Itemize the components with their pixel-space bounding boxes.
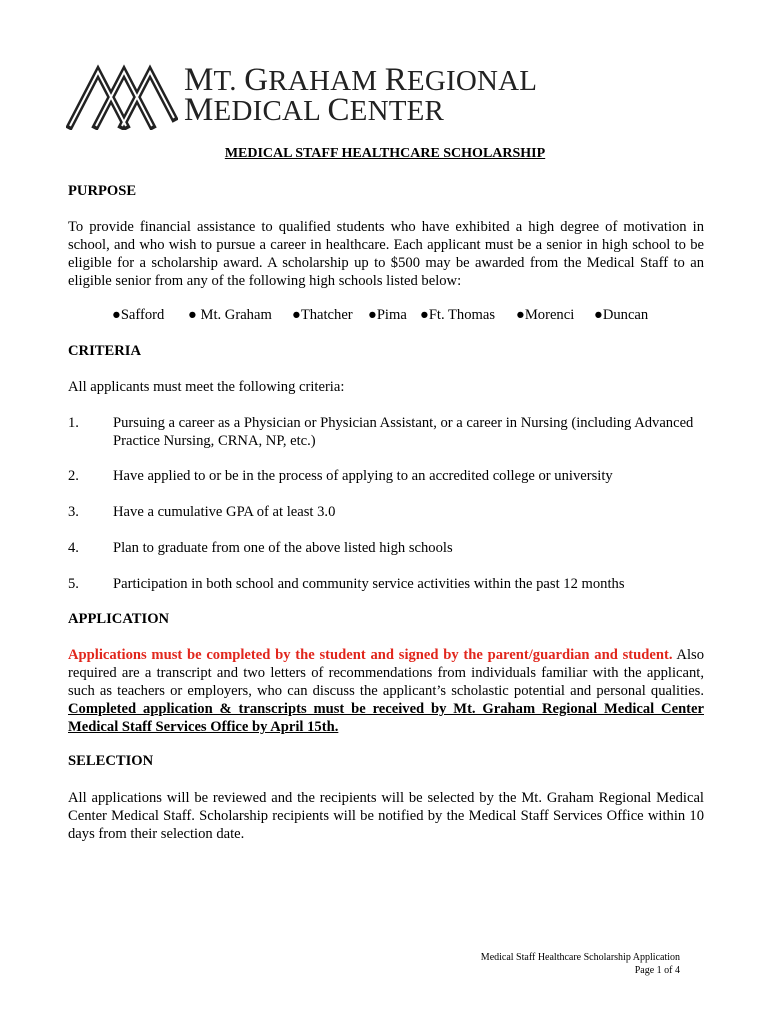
school-item: ●Safford [112, 307, 165, 323]
application-requirements-text: Also required are a transcript and two letters of recommendations from individuals familiar with the applicant, such as teachers or employers, who can discuss the applicant’s scholastic potential and personal qualities. [68, 647, 704, 699]
document-title: MEDICAL STAFF HEALTHCARE SCHOLARSHIP [224, 146, 546, 161]
page-footer [481, 951, 680, 977]
criteria-item-number: 2. [68, 468, 79, 484]
school-item: ●Thatcher [292, 307, 353, 323]
school-item: ● Mt. Graham [188, 307, 272, 323]
criteria-item-number: 1. [68, 415, 79, 431]
school-list [112, 307, 712, 324]
school-item: ●Duncan [594, 307, 649, 323]
criteria-item-text: Have applied to or be in the process of applying to an accredited college or university [113, 468, 613, 484]
logo-wordmark [184, 62, 538, 128]
footer-page-number: Page 1 of 4 [634, 965, 680, 976]
footer-document-name: Medical Staff Healthcare Scholarship Application [480, 952, 680, 963]
school-item: ●Morenci [516, 307, 575, 323]
criteria-item-number: 4. [68, 540, 79, 556]
school-item: ●Ft. Thomas [420, 307, 496, 323]
criteria-item-text: Plan to graduate from one of the above listed high schools [113, 540, 453, 556]
criteria-item-text: Have a cumulative GPA of at least 3.0 [113, 504, 336, 520]
logo-line-1: MT. GRAHAM REGIONAL [184, 62, 538, 98]
application-deadline-notice: Completed application & transcripts must be received by Mt. Graham Regional Medical Center Medical Staff Services Office by April 15th. [68, 701, 704, 735]
hospital-logo [66, 62, 538, 130]
application-required-notice: Applications must be completed by the student and signed by the parent/guardian and student. [68, 647, 673, 663]
school-item: ●Pima [368, 307, 407, 323]
application-heading: APPLICATION [68, 611, 170, 627]
selection-body: All applications will be reviewed and the recipients will be selected by the Mt. Graham Regional Medical Center Medical Staff. Scholarship recipients will be notified by the Medical Staff Services Office within 10 days from their selection date. [68, 790, 704, 842]
criteria-intro: All applicants must meet the following criteria: [68, 379, 345, 395]
application-body [68, 646, 704, 736]
purpose-body: To provide financial assistance to qualified students who have exhibited a high degree of motivation in school, and who wish to pursue a career in healthcare. Each applicant must be a senior in high school to be eligible for a scholarship award. A scholarship up to $500 may be awarded from the Medical Staff to an eligible senior from any of the following high schools listed below: [68, 219, 704, 289]
purpose-heading: PURPOSE [68, 183, 137, 199]
criteria-item-text: Pursuing a career as a Physician or Physician Assistant, or a career in Nursing (including Advanced Practice Nursing, CRNA, NP, etc.) [113, 415, 694, 449]
logo-line-2: MEDICAL CENTER [184, 92, 445, 128]
logo-mark-icon [66, 64, 178, 130]
selection-heading: SELECTION [68, 753, 154, 769]
criteria-item-number: 3. [68, 504, 79, 520]
criteria-item-number: 5. [68, 576, 79, 592]
criteria-heading: CRITERIA [68, 343, 141, 359]
criteria-item-text: Participation in both school and community service activities within the past 12 months [113, 576, 625, 592]
